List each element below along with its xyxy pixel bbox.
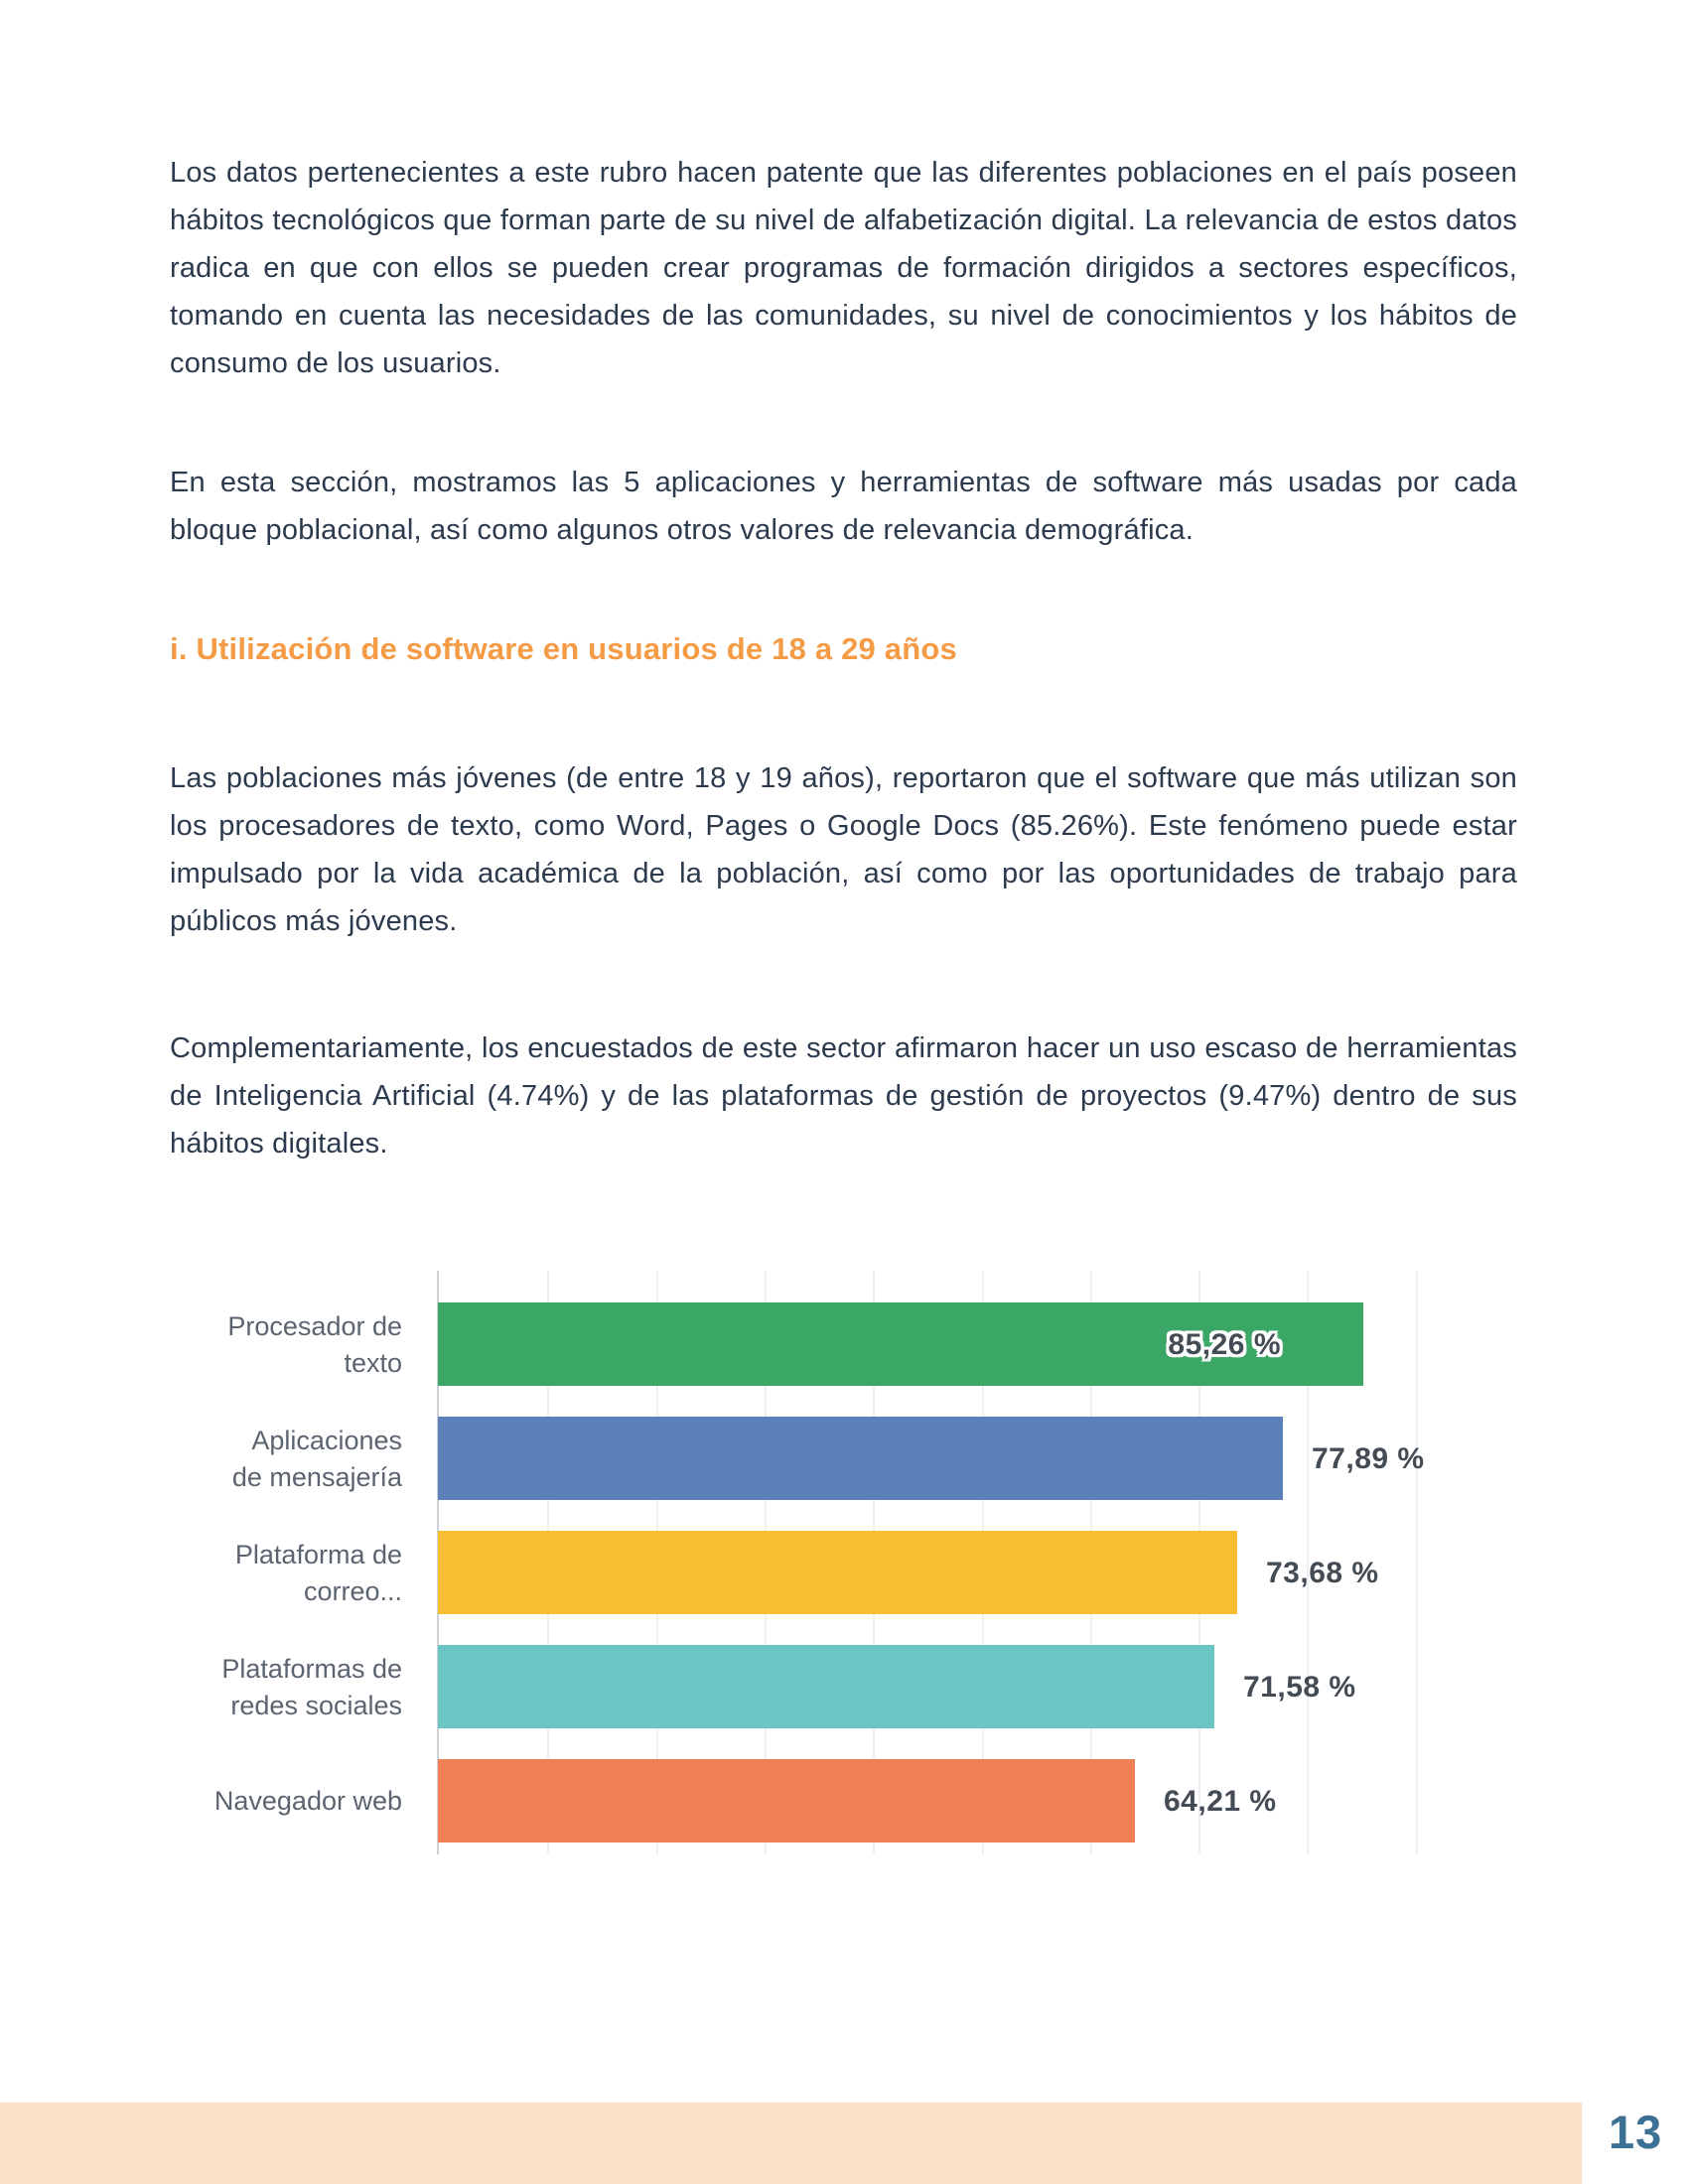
category-label: Plataforma de correo... xyxy=(234,1539,402,1606)
category-label: Plataformas de redes sociales xyxy=(221,1653,402,1720)
chart-rows xyxy=(170,1288,1521,1858)
bar-track xyxy=(437,1630,1521,1744)
paragraph-young-users: Las poblaciones más jóvenes (de entre 18 y 19 años), reportaron que el software que más utilizan son los procesadores de texto, como Word, Pages o Google Docs (85.26%). Este fenómeno puede estar impulsado por la vida académica de la población, así como por las oportunidades de trabajo para públicos más jóvenes. xyxy=(170,762,1517,937)
bar-track xyxy=(437,1516,1521,1630)
value-label: 85,26 % xyxy=(1168,1328,1281,1361)
bar-track xyxy=(437,1402,1521,1516)
value-label: 71,58 % xyxy=(1243,1671,1356,1704)
chart-row xyxy=(170,1744,1521,1858)
bar xyxy=(438,1759,1135,1843)
bar xyxy=(438,1645,1214,1728)
chart-row xyxy=(170,1516,1521,1630)
category-label: Navegador web xyxy=(213,1786,402,1816)
category-label: Aplicaciones de mensajería xyxy=(231,1425,402,1492)
bar xyxy=(438,1417,1283,1500)
chart-row xyxy=(170,1288,1521,1402)
bar-track xyxy=(437,1288,1521,1402)
value-label: 73,68 % xyxy=(1266,1557,1379,1589)
value-label: 77,89 % xyxy=(1312,1442,1425,1475)
chart-row xyxy=(170,1402,1521,1516)
paragraph-complementary: Complementariamente, los encuestados de este sector afirmaron hacer un uso escaso de herramientas de Inteligencia Artificial (4.74%) y de las plataformas de gestión de proyectos (9.47%) dentro de sus hábitos digitales. xyxy=(170,1032,1517,1160)
value-label: 64,21 % xyxy=(1164,1785,1277,1818)
chart-row xyxy=(170,1630,1521,1744)
paragraph-section-overview: En esta sección, mostramos las 5 aplicaciones y herramientas de software más usadas por cada bloque poblacional, así como algunos otros valores de relevancia demográfica. xyxy=(170,467,1517,546)
bar-track xyxy=(437,1744,1521,1858)
footer-accent-bar xyxy=(0,2103,1582,2184)
software-usage-bar-chart xyxy=(170,1271,1521,1866)
section-heading: i. Utilización de software en usuarios de 18 a 29 años xyxy=(170,631,957,666)
paragraph-intro: Los datos pertenecientes a este rubro hacen patente que las diferentes poblaciones en el país poseen hábitos tecnológicos que forman parte de su nivel de alfabetización digital. La relevancia de estos datos radica en que con ellos se pueden crear programas de formación dirigidos a sectores específicos, tomando en cuenta las necesidades de las comunidades, su nivel de conocimientos y los hábitos de consumo de los usuarios. xyxy=(170,157,1517,379)
bar xyxy=(438,1531,1237,1614)
page-number: 13 xyxy=(1609,2106,1663,2158)
category-label: Procesador de texto xyxy=(227,1310,402,1378)
